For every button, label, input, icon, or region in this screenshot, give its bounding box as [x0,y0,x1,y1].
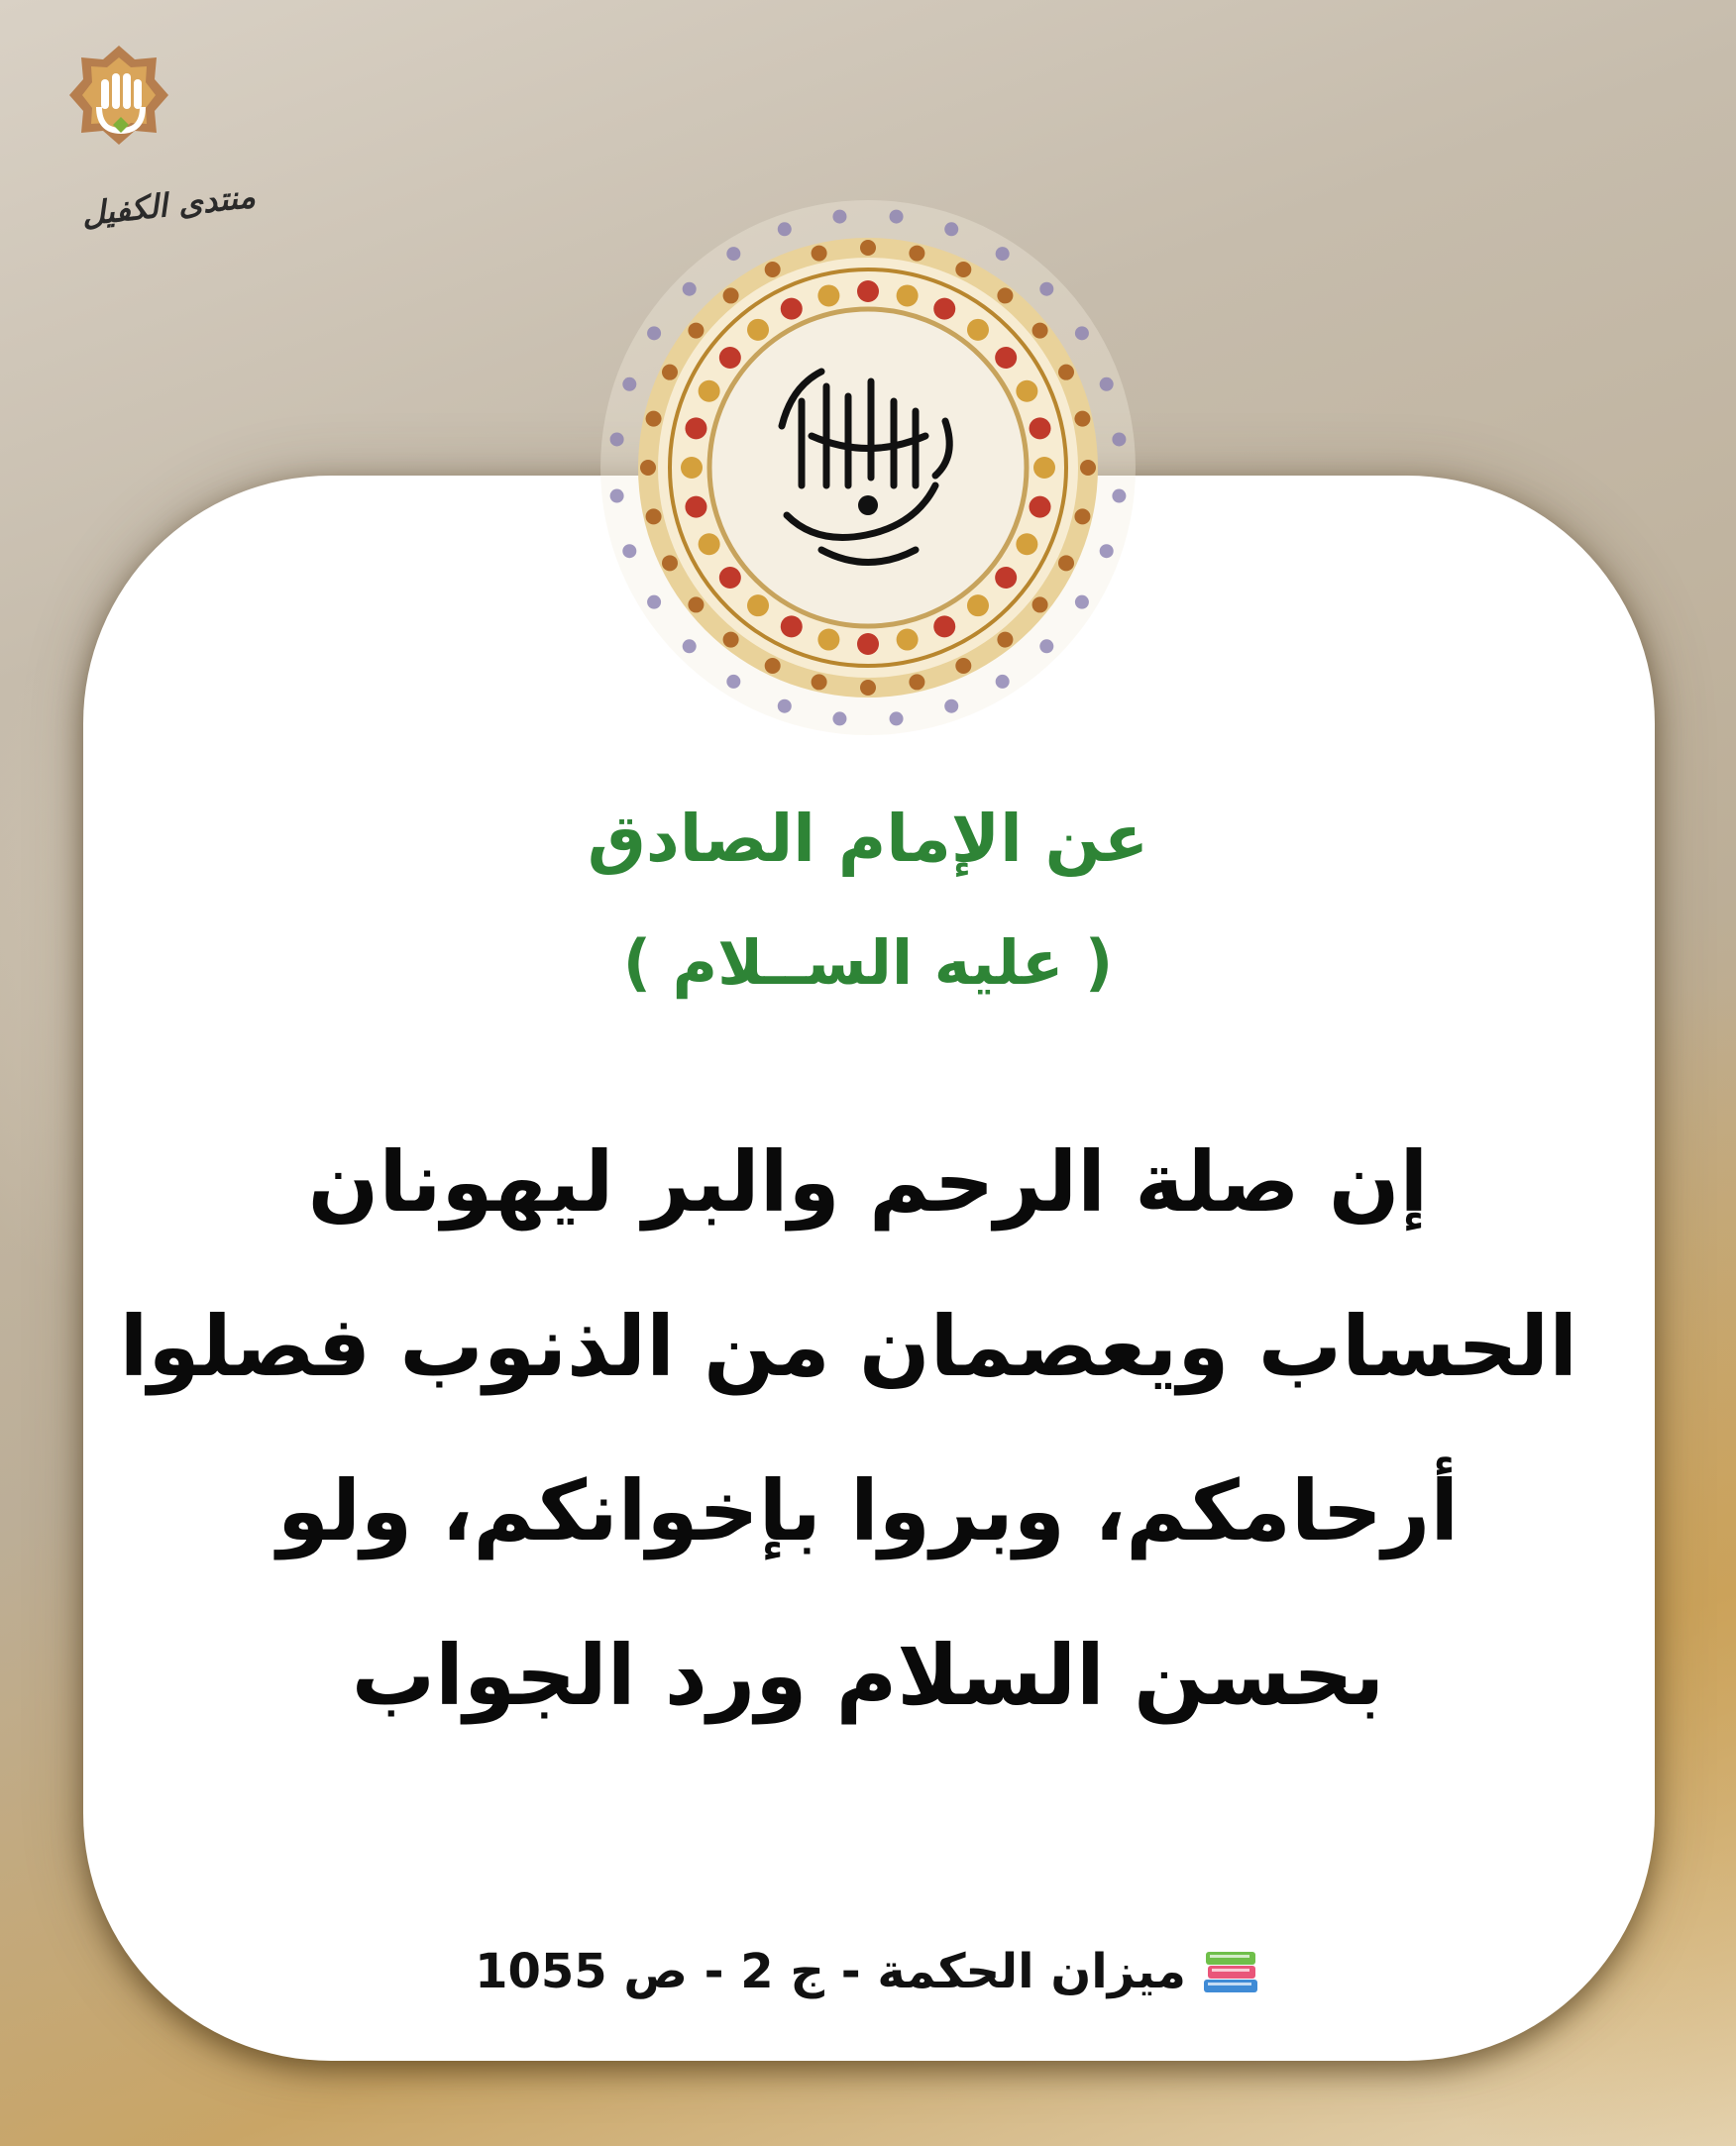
hand-logo-icon [40,40,198,168]
quote-line: أرحامكم، وبروا بإخوانكم، ولو [276,1462,1460,1559]
quote-line: الحساب ويعصمان من الذنوب فصلوا [119,1298,1577,1395]
forum-logo [40,40,258,238]
hadith-quote [119,1100,1577,1758]
quote-line: بحسن السلام ورد الجواب [351,1627,1385,1724]
forum-logo-text: منتدى الكفيل [79,176,258,234]
source-text: ميزان الحكمة - ج 2 - ص 1055 [475,1944,1186,1999]
books-icon [1200,1944,1261,1995]
source-citation [0,1944,1736,1999]
heading-salutation: ( عليه الســلام ) [622,926,1114,999]
heading-imam: عن الإمام الصادق [587,801,1149,877]
quote-line: إن صلة الرحم والبر ليهونان [307,1133,1429,1231]
calligraphy-medallion-icon [589,188,1147,747]
